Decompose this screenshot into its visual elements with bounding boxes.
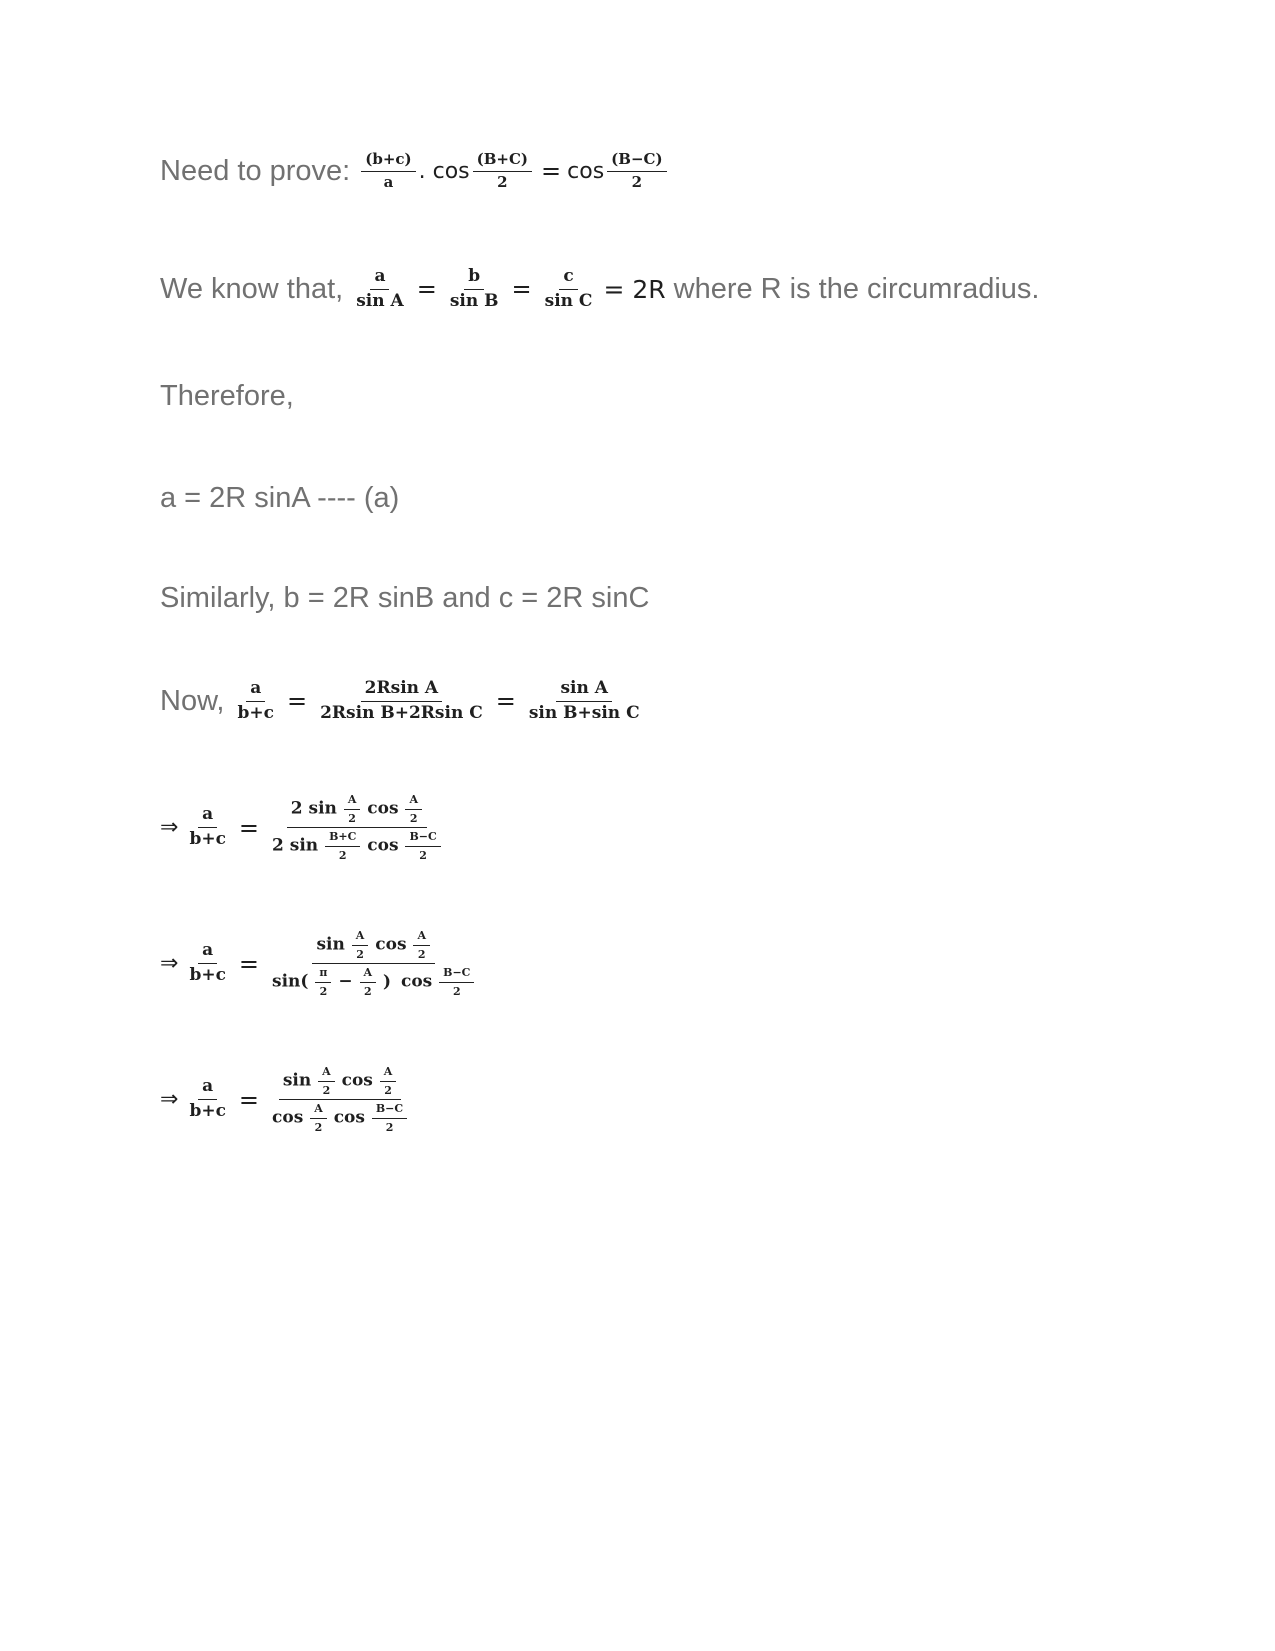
fraction-double-angle-expression <box>268 794 446 861</box>
similarly-text: Similarly, b = 2R sinB and c = 2R sinC <box>160 582 650 614</box>
numerator: A <box>380 1066 397 1082</box>
fraction-a-over-b-plus-c <box>233 680 277 723</box>
sin-term: sin <box>282 1070 312 1091</box>
equals-sign: = <box>238 813 260 842</box>
fraction-a-over-b-plus-c <box>185 1078 229 1121</box>
equation-a: a = 2R sinA ---- (a) <box>160 482 400 514</box>
equals-sign: = <box>238 949 260 978</box>
fraction-A-over-2 <box>318 1066 335 1096</box>
fraction-pi-over-2 <box>315 967 331 997</box>
cos-term: cos <box>400 971 433 992</box>
denominator: sin A <box>356 290 404 311</box>
numerator: π <box>315 967 331 983</box>
numerator: A <box>405 794 422 810</box>
denominator: 2 <box>419 848 427 862</box>
sin-term: 2 sin <box>290 798 337 819</box>
cos-function: cos <box>567 158 605 184</box>
now-label: Now, <box>160 684 225 717</box>
numerator: A <box>413 930 430 946</box>
fraction-b-plus-c-over-a <box>361 152 415 191</box>
equals-sign: = <box>495 687 516 716</box>
denominator: a <box>383 172 394 191</box>
fraction-cofunction-expression <box>268 1066 412 1133</box>
denominator: b+c <box>237 702 274 723</box>
fraction-b-minus-c-over-2 <box>607 152 666 191</box>
sin-term: 2 sin <box>272 835 319 856</box>
numerator: A <box>318 1066 335 1082</box>
sine-rule-label: We know that, <box>160 272 344 305</box>
fraction-A-over-2 <box>344 794 361 824</box>
sine-rule-statement <box>160 268 1039 311</box>
denominator: b+c <box>189 829 226 850</box>
numerator: B−C <box>439 967 474 983</box>
fraction-a-over-b-plus-c <box>185 942 229 985</box>
fraction-A-over-2 <box>360 967 377 997</box>
denominator: b+c <box>189 965 226 986</box>
numerator: A <box>310 1103 327 1119</box>
numerator: a <box>246 680 265 702</box>
fraction-complement-expression <box>268 930 479 997</box>
numerator: A <box>344 794 361 810</box>
minus-sign: − <box>338 971 353 992</box>
numerator: A <box>360 967 377 983</box>
denominator: sin C <box>544 290 593 311</box>
derivation-step-1 <box>160 794 449 861</box>
cos-term: cos <box>375 934 407 955</box>
numerator: B+C <box>325 831 360 847</box>
fraction-A-over-2 <box>310 1103 327 1133</box>
denominator: 2 <box>631 172 643 191</box>
fraction-A-over-2 <box>413 930 430 960</box>
denominator: 2 <box>409 811 418 825</box>
fraction-sinA-over-sum <box>525 680 644 723</box>
denominator: 2 <box>314 1120 323 1134</box>
numerator: b <box>464 268 484 290</box>
denominator: 2 <box>319 984 328 998</box>
fraction-A-over-2 <box>380 1066 397 1096</box>
fraction-b-plus-c-over-2 <box>473 152 532 191</box>
implies-arrow: ⇒ <box>160 1087 179 1113</box>
fraction-B-minus-C-over-2 <box>372 1103 407 1133</box>
fraction-A-over-2 <box>405 794 422 824</box>
numerator: (B−C) <box>607 152 666 172</box>
numerator: a <box>198 1078 217 1100</box>
denominator: sin B+sin C <box>528 702 640 723</box>
denominator: 2 <box>363 984 372 998</box>
numerator: a <box>198 806 217 828</box>
equals-sign: = <box>286 687 308 716</box>
denominator: sin B <box>449 290 499 311</box>
denominator: 2 <box>497 172 508 191</box>
fraction-A-over-2 <box>352 930 369 960</box>
equals-sign: = <box>541 157 562 186</box>
numerator: B−C <box>372 1103 407 1119</box>
denominator: 2 <box>322 1083 331 1097</box>
denominator: b+c <box>189 1101 226 1122</box>
denominator: 2Rsin B+2Rsin C <box>320 702 483 723</box>
cos-term: cos <box>367 835 399 856</box>
equals-2R: = 2R <box>603 274 666 304</box>
numerator: B−C <box>405 831 440 847</box>
denominator: 2 <box>385 1120 394 1134</box>
denominator: 2 <box>348 811 356 825</box>
denominator: 2 <box>338 848 347 862</box>
denominator <box>268 828 446 861</box>
fraction-a-over-sinA <box>352 268 408 311</box>
denominator: 2 <box>452 984 461 998</box>
numerator: a <box>370 268 389 290</box>
numerator <box>312 930 435 964</box>
denominator: 2 <box>417 947 426 961</box>
numerator: (B+C) <box>473 152 532 172</box>
close-paren: ) <box>383 971 392 992</box>
numerator: A <box>352 930 369 946</box>
equals-sign: = <box>238 1085 260 1114</box>
therefore-text: Therefore, <box>160 380 294 412</box>
equals-sign: = <box>416 275 437 304</box>
fraction-B-minus-C-over-2 <box>405 831 440 861</box>
cos-term: cos <box>272 1107 304 1128</box>
fraction-2RsinA-over-sum <box>316 680 487 723</box>
numerator: a <box>198 942 217 964</box>
fraction-B-minus-C-over-2 <box>439 967 474 997</box>
implies-arrow: ⇒ <box>160 951 179 977</box>
sin-term: sin <box>316 934 345 955</box>
cos-term: cos <box>333 1107 365 1128</box>
denominator <box>268 1100 412 1133</box>
cos-term: cos <box>367 798 399 819</box>
fraction-c-over-sinC <box>541 268 597 311</box>
fraction-B-plus-C-over-2 <box>325 831 360 861</box>
denominator: 2 <box>356 947 364 961</box>
numerator: c <box>559 268 577 290</box>
numerator: sin A <box>556 680 612 702</box>
sin-term: sin( <box>272 971 309 992</box>
fraction-b-over-sinB <box>446 268 503 311</box>
numerator <box>279 1066 402 1100</box>
fraction-a-over-b-plus-c <box>185 806 229 849</box>
denominator: 2 <box>384 1083 392 1097</box>
cos-term: cos <box>341 1070 373 1091</box>
numerator: 2Rsin A <box>361 680 442 702</box>
cos-function: . cos <box>418 158 470 184</box>
derivation-step-3 <box>160 1066 415 1133</box>
numerator <box>287 794 427 828</box>
implies-arrow: ⇒ <box>160 815 179 841</box>
prove-label: Need to prove: <box>160 154 351 187</box>
numerator: (b+c) <box>361 152 415 172</box>
circumradius-text: where R is the circumradius. <box>673 272 1040 305</box>
denominator <box>268 964 479 997</box>
now-statement <box>160 680 647 723</box>
equals-sign: = <box>511 275 532 304</box>
prove-statement <box>160 152 670 191</box>
derivation-step-2 <box>160 930 482 997</box>
